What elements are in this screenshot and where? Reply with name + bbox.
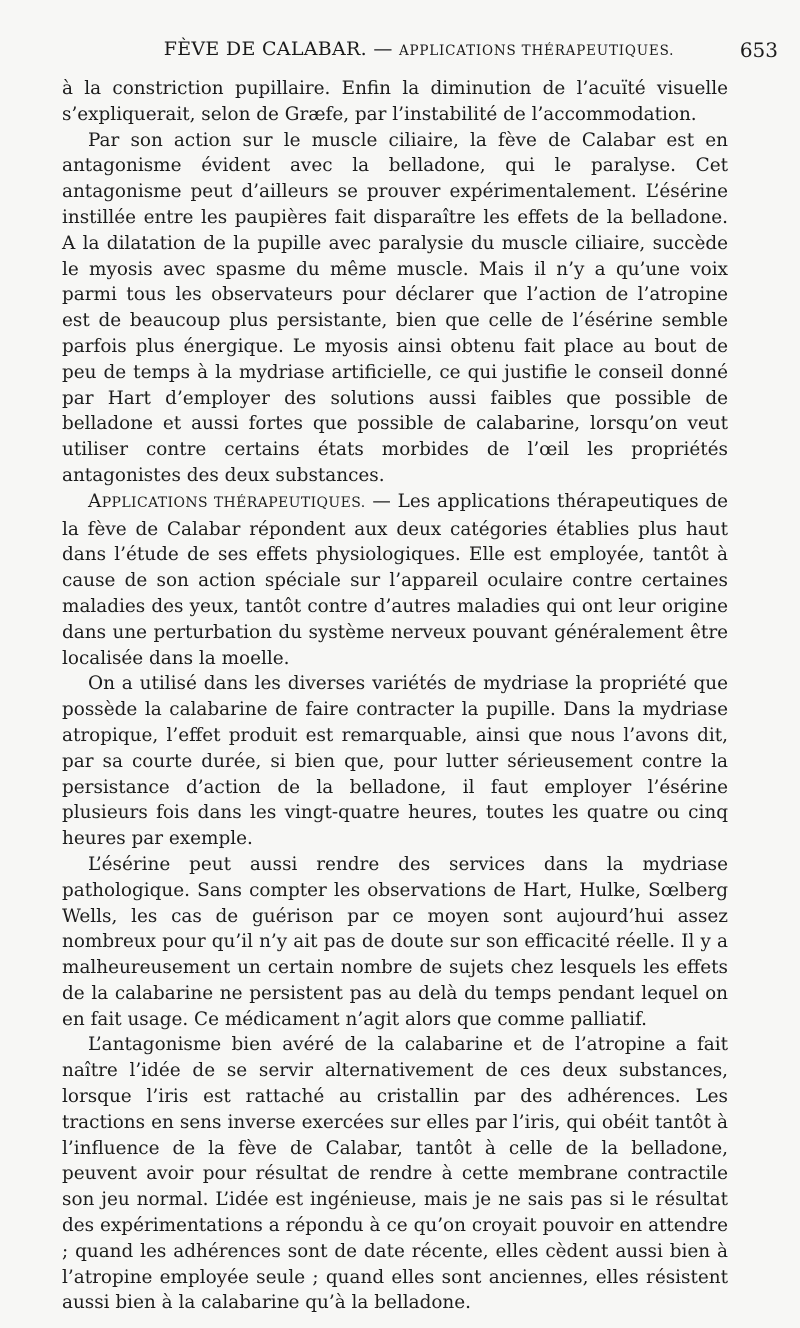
- running-head-main: FÈVE DE CALABAR. —: [163, 38, 399, 60]
- running-head-section: APPLICATIONS THÉRAPEUTIQUES.: [398, 43, 675, 59]
- section-heading-initial: A: [88, 490, 102, 512]
- paragraph-5: L’ésérine peut aussi rendre des services dans la mydriase pathologique. Sans compter les observations de Hart, Hulke, Sœlberg Wells, les cas de guérison par ce moyen sont aujourd’hui assez nombreux pour qu’il n’y ait pas de doute sur son efficacité réelle. Il y a malheureusement un certain nombre de sujets chez lesquels les effets de la calabarine ne persistent pas au delà du temps pendant lequel on en fait usage. Ce médicament n’agit alors que comme palliatif.: [62, 853, 728, 1030]
- paragraph-4: On a utilisé dans les diverses variétés de mydriase la propriété que possède la calabarine de faire contracter la pupille. Dans la mydriase atropique, l’effet produit est remarquable, ainsi que nous l’avons dit, par sa courte durée, si bien que, pour lutter sérieusement contre la persistance d’action de la belladone, il faut employer l’ésérine plusieurs fois dans les vingt-quatre heures, toutes les quatre ou cinq heures par exemple.: [62, 673, 728, 850]
- paragraph-1: à la constriction pupillaire. Enfin la diminution de l’acuïté visuelle s’expliquerait, selon de Græfe, par l’instabilité de l’accommodation.: [62, 78, 728, 125]
- paragraph-6: L’antagonisme bien avéré de la calabarine et de l’atropine a fait naître l’idée de se servir alternativement de ces deux substances, lorsque l’iris est rattaché au cristallin par des adhérences. Les tractions en sens inverse exercées sur elles par l’iris, qui obéit tantôt à l’influence de la fève de Calabar, tantôt à celle de la belladone, peuvent avoir pour résultat de rendre à cette membrane contractile son jeu normal. L’idée est ingénieuse, mais je ne sais pas si le résultat des expérimentations a répondu à ce qu’on croyait pouvoir en attendre ; quand les adhérences sont de date récente, elles cèdent aussi bien à l’atropine employée seule ; quand elles sont anciennes, elles résistent aussi bien à la calabarine qu’à la belladone.: [62, 1034, 728, 1314]
- paragraph-3-text: — Les applications thérapeutiques de la fève de Calabar répondent aux deux catégories établies plus haut dans l’étude de ses effets physiologiques. Elle est employée, tantôt à cause de son action spéciale sur l’appareil oculaire contre certaines maladies des yeux, tantôt contre d’autres maladies qui ont leur origine dans une perturbation du système nerveux pouvant généralement être localisée dans la moelle.: [62, 490, 728, 669]
- running-head: [60, 38, 778, 72]
- section-heading-rest: PPLICATIONS THÉRAPEUTIQUES.: [101, 494, 366, 511]
- paragraph-3: [62, 489, 728, 672]
- page-number: 653: [739, 38, 778, 62]
- body-text: [62, 76, 728, 1316]
- paragraph-2: Par son action sur le muscle ciliaire, la fève de Calabar est en antagonisme évident avec la belladone, qui le paralyse. Cet antagonisme peut d’ailleurs se prouver expérimentalement. L’ésérine instillée entre les paupières fait disparaître les effets de la belladone. A la dilatation de la pupille avec paralysie du muscle ciliaire, succède le myosis avec spasme du même muscle. Mais il n’y a qu’une voix parmi tous les observateurs pour déclarer que l’action de l’atropine est de beaucoup plus persistante, bien que celle de l’ésérine semble parfois plus énergique. Le myosis ainsi obtenu fait place au bout de peu de temps à la mydriase artificielle, ce qui justifie le conseil donné par Hart d’employer des solutions aussi faibles que possible de belladone et aussi fortes que possible de calabarine, lorsqu’on veut utiliser contre certains états morbides de l’œil les propriétés antagonistes des deux substances.: [62, 129, 728, 486]
- section-heading: [88, 490, 366, 512]
- running-head-title: [60, 38, 778, 60]
